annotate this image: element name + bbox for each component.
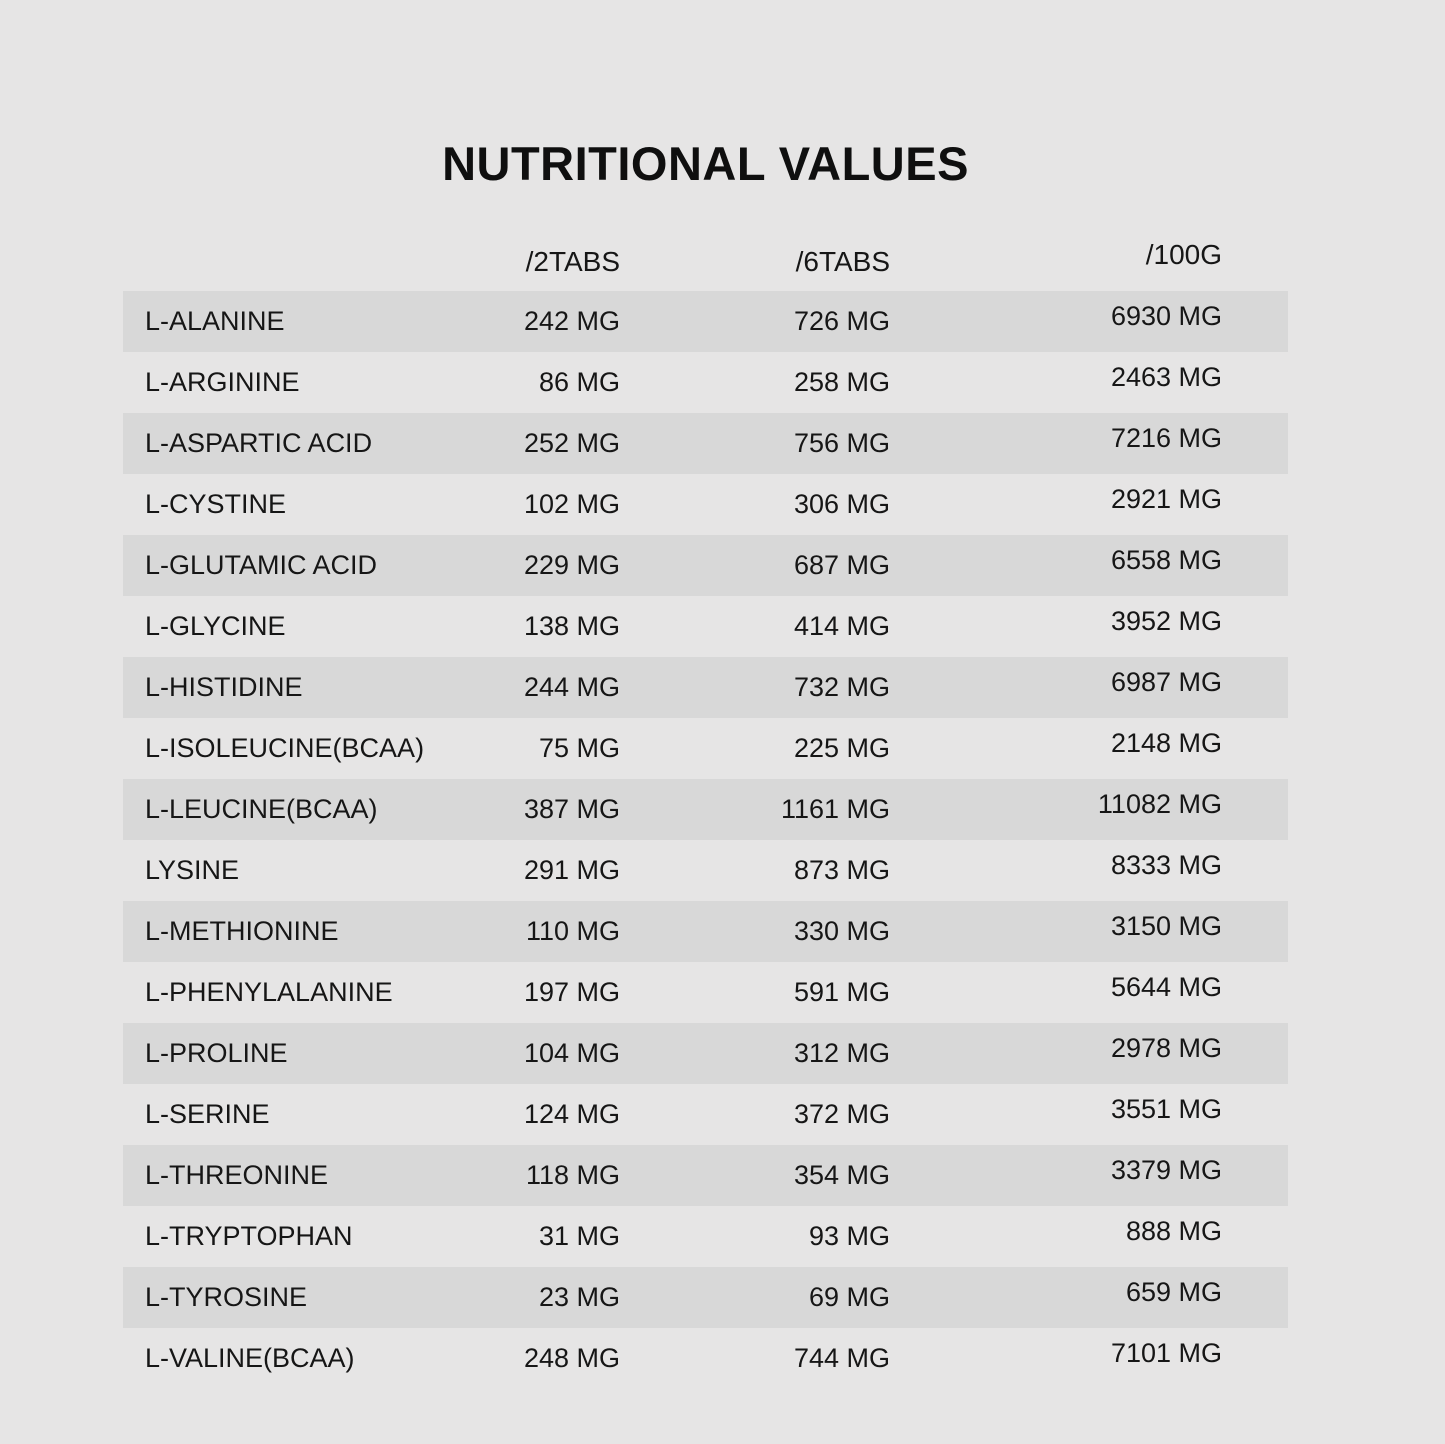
table-header-row [123,239,1288,278]
value-per-2tabs: 248 MG [523,1343,620,1373]
row-end-spacer [1222,352,1288,413]
value-per-6tabs: 1161 MG [780,794,890,824]
row-end-spacer [1222,718,1288,779]
table-body [123,291,1288,1389]
page-title: NUTRITIONAL VALUES [442,137,969,190]
value-per-100g: 6987 MG [1110,667,1222,697]
table-row [123,901,1288,962]
table-row [123,291,1288,352]
table-row [123,352,1288,413]
column-header-2tabs: /2TABS [525,246,620,277]
value-per-2tabs: 102 MG [523,489,620,519]
row-end-spacer [1222,413,1288,474]
value-per-2tabs: 118 MG [525,1160,620,1190]
row-end-spacer [1222,1145,1288,1206]
value-per-2tabs: 86 MG [538,367,620,397]
value-per-6tabs: 354 MG [793,1160,890,1190]
row-end-spacer [1222,1084,1288,1145]
row-end-spacer [1222,657,1288,718]
table-row [123,535,1288,596]
table-row [123,657,1288,718]
amino-acid-name: L-CYSTINE [145,489,287,519]
value-per-2tabs: 244 MG [523,672,620,702]
value-per-2tabs: 138 MG [523,611,620,641]
row-end-spacer [1222,1267,1288,1328]
amino-acid-name: L-HISTIDINE [145,672,303,702]
value-per-6tabs: 726 MG [793,306,890,336]
row-end-spacer [1222,840,1288,901]
table-row [123,962,1288,1023]
value-per-100g: 3150 MG [1110,911,1222,941]
value-per-100g: 8333 MG [1110,850,1222,880]
value-per-2tabs: 104 MG [523,1038,620,1068]
value-per-6tabs: 744 MG [793,1343,890,1373]
amino-acid-name: L-ALANINE [145,306,285,336]
value-per-6tabs: 330 MG [793,916,890,946]
value-per-6tabs: 591 MG [793,977,890,1007]
value-per-2tabs: 252 MG [523,428,620,458]
value-per-100g: 5644 MG [1110,972,1222,1002]
amino-acid-name: L-SERINE [145,1099,270,1129]
column-header-100g: /100G [1145,239,1222,270]
value-per-100g: 3379 MG [1110,1155,1222,1185]
value-per-100g: 2921 MG [1110,484,1222,514]
value-per-100g: 2463 MG [1110,362,1222,392]
value-per-2tabs: 242 MG [523,306,620,336]
value-per-100g: 888 MG [1125,1216,1222,1246]
value-per-6tabs: 873 MG [793,855,890,885]
value-per-6tabs: 312 MG [793,1038,890,1068]
row-end-spacer [1222,596,1288,657]
value-per-2tabs: 110 MG [525,916,620,946]
value-per-100g: 7216 MG [1110,423,1222,453]
value-per-2tabs: 197 MG [523,977,620,1007]
amino-acid-name: L-ARGININE [145,367,300,397]
value-per-2tabs: 31 MG [538,1221,620,1251]
value-per-100g: 3952 MG [1110,606,1222,636]
value-per-6tabs: 414 MG [793,611,890,641]
amino-acid-name: L-PROLINE [145,1038,288,1068]
row-end-spacer [1222,779,1288,840]
amino-acid-name: L-METHIONINE [145,916,339,946]
amino-acid-name: L-ASPARTIC ACID [145,428,373,458]
amino-acid-name: L-PHENYLALANINE [145,977,393,1007]
row-end-spacer [1222,962,1288,1023]
value-per-2tabs: 229 MG [523,550,620,580]
row-end-spacer [1222,535,1288,596]
panel-content [123,0,1288,1389]
table-row [123,779,1288,840]
table-row [123,718,1288,779]
value-per-6tabs: 225 MG [793,733,890,763]
row-end-spacer [1222,1206,1288,1267]
value-per-100g: 2978 MG [1110,1033,1222,1063]
row-end-spacer [1222,291,1288,352]
row-end-spacer [1222,901,1288,962]
row-end-spacer [1222,1023,1288,1084]
amino-acid-name: L-GLYCINE [145,611,286,641]
table-row [123,1206,1288,1267]
amino-acid-name: L-GLUTAMIC ACID [145,550,378,580]
value-per-100g: 6930 MG [1110,301,1222,331]
column-header-6tabs: /6TABS [795,246,890,277]
row-end-spacer [1222,1328,1288,1389]
table-row [123,1145,1288,1206]
table-row [123,1328,1288,1389]
header-end-spacer [1222,245,1288,278]
amino-acid-name: L-ISOLEUCINE(BCAA) [145,733,425,763]
value-per-100g: 2148 MG [1110,728,1222,758]
value-per-100g: 659 MG [1125,1277,1222,1307]
amino-acid-name: L-VALINE(BCAA) [145,1343,355,1373]
value-per-6tabs: 756 MG [793,428,890,458]
value-per-2tabs: 291 MG [523,855,620,885]
value-per-100g: 3551 MG [1110,1094,1222,1124]
value-per-100g: 6558 MG [1110,545,1222,575]
table-row [123,1023,1288,1084]
value-per-2tabs: 23 MG [538,1282,620,1312]
row-end-spacer [1222,474,1288,535]
value-per-6tabs: 687 MG [793,550,890,580]
table-row [123,1267,1288,1328]
amino-acid-name: L-LEUCINE(BCAA) [145,794,378,824]
value-per-6tabs: 258 MG [793,367,890,397]
amino-acid-name: LYSINE [145,855,240,885]
table-row [123,840,1288,901]
value-per-6tabs: 69 MG [808,1282,890,1312]
amino-acid-name: L-TRYPTOPHAN [145,1221,353,1251]
amino-acid-name: L-TYROSINE [145,1282,308,1312]
table-row [123,596,1288,657]
value-per-2tabs: 75 MG [538,733,620,763]
table-row [123,1084,1288,1145]
table-row [123,413,1288,474]
table-row [123,474,1288,535]
value-per-100g: 11082 MG [1097,789,1222,819]
value-per-6tabs: 372 MG [793,1099,890,1129]
value-per-2tabs: 387 MG [523,794,620,824]
value-per-100g: 7101 MG [1110,1338,1222,1368]
value-per-6tabs: 732 MG [793,672,890,702]
value-per-2tabs: 124 MG [523,1099,620,1129]
amino-acid-name: L-THREONINE [145,1160,329,1190]
value-per-6tabs: 306 MG [793,489,890,519]
value-per-6tabs: 93 MG [808,1221,890,1251]
